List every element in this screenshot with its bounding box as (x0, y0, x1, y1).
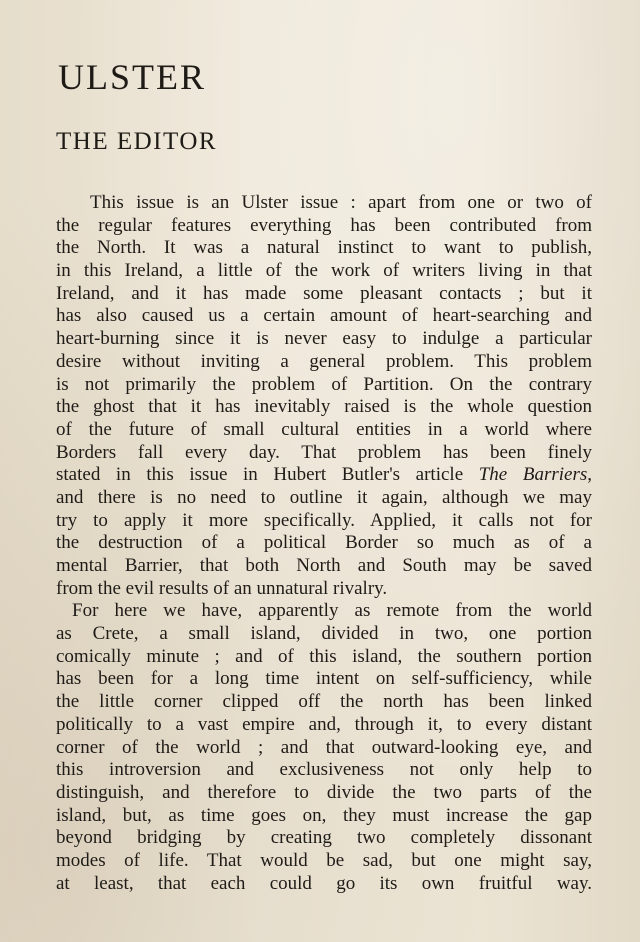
text-line: this introversion and exclusiveness not only help to (56, 759, 592, 781)
text-line: has also caused us a certain amount of heart-searching and (56, 305, 592, 327)
text-line: is not primarily the problem of Partition. On the contrary (56, 373, 592, 395)
text-line: from the evil results of an unnatural rivalry. (56, 577, 388, 599)
text-line: politically to a vast empire and, through it, to every distant (56, 713, 592, 735)
text-line: at least, that each could go its own fruitful way. (56, 872, 592, 894)
article-byline: THE EDITOR (56, 128, 218, 155)
text-line: the regular features everything has been contributed from (56, 214, 592, 236)
text-segment: , (587, 464, 592, 486)
text-line: try to apply it more specifically. Applied, it calls not for (56, 509, 592, 531)
text-line: the North. It was a natural instinct to want to publish, (56, 237, 592, 259)
text-line: distinguish, and therefore to divide the two parts of the (56, 781, 592, 803)
text-line: comically minute ; and of this island, the southern portion (56, 645, 592, 667)
text-line: desire without inviting a general problem. This problem (56, 350, 592, 372)
text-line: in this Ireland, a little of the work of writers living in that (56, 260, 592, 282)
text-line: has been for a long time intent on self-sufficiency, while (56, 668, 592, 690)
text-line: modes of life. That would be sad, but one might say, (56, 849, 592, 871)
text-line-with-italic (56, 464, 592, 487)
text-line: the little corner clipped off the north has been linked (56, 691, 592, 713)
text-line: and there is no need to outline it again, although we may (56, 486, 592, 508)
article-body (56, 192, 592, 895)
text-line: heart-burning since it is never easy to indulge a particular (56, 328, 592, 350)
text-line: the destruction of a political Border so much as of a (56, 532, 592, 554)
article-title: ULSTER (58, 57, 207, 97)
text-line: Borders fall every day. That problem has been finely (56, 441, 592, 463)
text-line: the ghost that it has inevitably raised is the whole question (56, 396, 592, 418)
text-line: This issue is an Ulster issue : apart from one or two of (90, 192, 592, 213)
text-segment: stated in this issue in Hubert Butler's article (56, 464, 479, 486)
text-line: mental Barrier, that both North and South may be saved (56, 555, 592, 576)
text-line: beyond bridging by creating two completely dissonant (56, 827, 592, 849)
text-line: of the future of small cultural entities in a world where (56, 418, 592, 440)
show-through-text (380, 30, 610, 180)
text-line: For here we have, apparently as remote from the world (72, 600, 592, 622)
text-line: island, but, as time goes on, they must increase the gap (56, 804, 592, 826)
text-line: corner of the world ; and that outward-looking eye, and (56, 736, 592, 758)
text-line: Ireland, and it has made some pleasant contacts ; but it (56, 282, 592, 304)
text-line: as Crete, a small island, divided in two, one portion (56, 623, 592, 645)
article-reference-italic: The Barriers (478, 464, 588, 486)
